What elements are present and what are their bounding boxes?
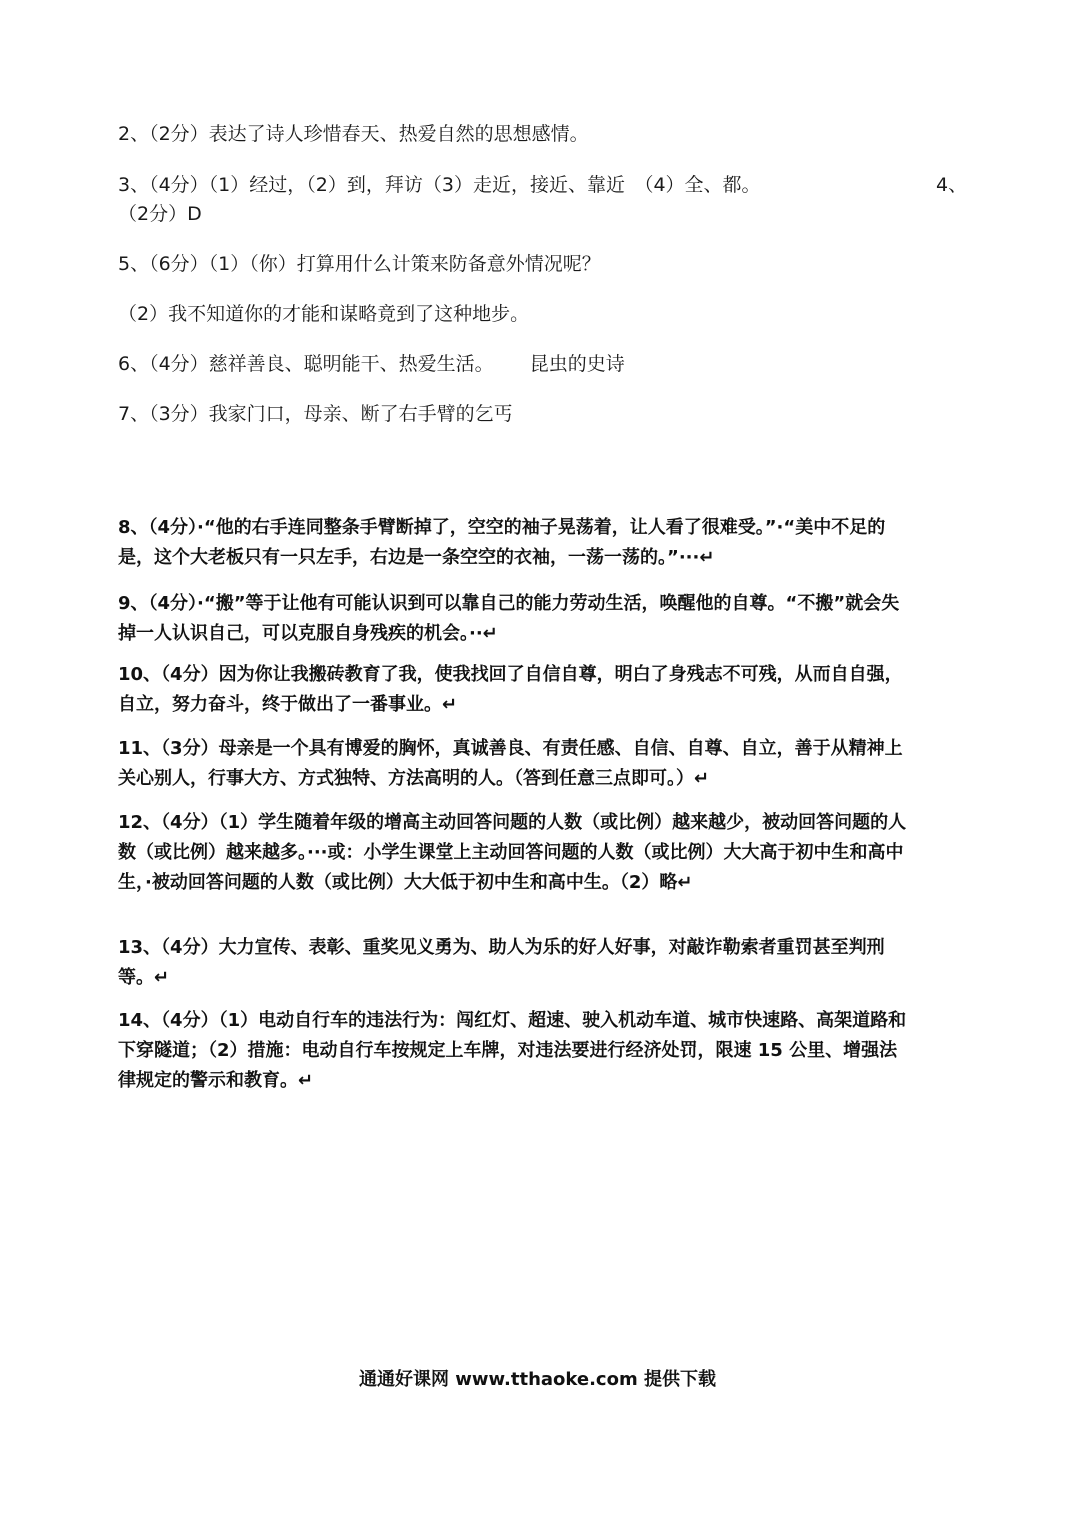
answer-9: 9、（4分）·“搬”等于让他有可能认识到可以靠自己的能力劳动生活，唤醒他的自尊。“不搬”就会失掉一人认识自己，可以克服自身残疾的机会。··↵ [118,593,900,644]
answer-3: 3、（4分）（1）经过，（2）到，拜访（3）走近，接近、靠近 （4）全、都。 [118,174,761,196]
answer-4: （2分）D [118,203,202,225]
answer-5-part1: 5、（6分）（1）（你）打算用什么计策来防备意外情况呢？ [118,253,601,275]
answer-10: 10、（4分）因为你让我搬砖教育了我，使我找回了自信自尊，明白了身残志不可残，从而自自强，自立，努力奋斗，终于做出了一番事业。↵ [118,664,903,715]
answer-14: 14、（4分）（1）电动自行车的违法行为：闯红灯、超速、驶入机动车道、城市快速路、高架道路和下穿隧道；（2）措施：电动自行车按规定上车牌，对违法要进行经济处罚，限速 15 公里、增强法律规定的警示和教育。↵ [118,1010,907,1091]
answer-13: 13、（4分）大力宣传、表彰、重奖见义勇为、助人为乐的好人好事，对敲诈勒索者重罚甚至判刑等。↵ [118,937,885,988]
answer-7: 7、（3分）我家门口，母亲、断了右手臂的乞丐 [118,403,513,425]
answer-6 [118,350,625,379]
answer-6-title: 昆虫的史诗 [529,353,625,375]
answer-2: 2、（2分）表达了诗人珍惜春天、热爱自然的思想感情。 [118,123,589,145]
answer-6-traits: 6、（4分）慈祥善良、聪明能干、热爱生活。 [118,353,494,375]
answer-4-number: 4、 [936,174,968,196]
footer-download-notice: 通通好课网 www.tthaoke.com 提供下载 [359,1369,716,1390]
answer-5-part2: （2）我不知道你的才能和谋略竟到了这种地步。 [118,303,530,325]
answer-11: 11、（3分）母亲是一个具有博爱的胸怀，真诚善良、有责任感、自信、自尊、自立，善于从精神上关心别人，行事大方、方式独特、方法高明的人。（答到任意三点即可。）↵ [118,738,903,789]
answer-12: 12、（4分）（1）学生随着年级的增高主动回答问题的人数（或比例）越来越少，被动回答问题的人数（或比例）越来越多。···或：小学生课堂上主动回答问题的人数（或比例）大大高于初中生和高中生，·被动回答问题的人数（或比例）大大低于初中生和高中生。（2）略↵ [118,812,907,893]
answer-8: 8、（4分）·“他的右手连同整条手臂断掉了，空空的袖子晃荡着，让人看了很难受。”·“美中不足的是，这个大老板只有一只左手，右边是一条空空的衣袖，一荡一荡的。”···↵ [118,517,886,568]
